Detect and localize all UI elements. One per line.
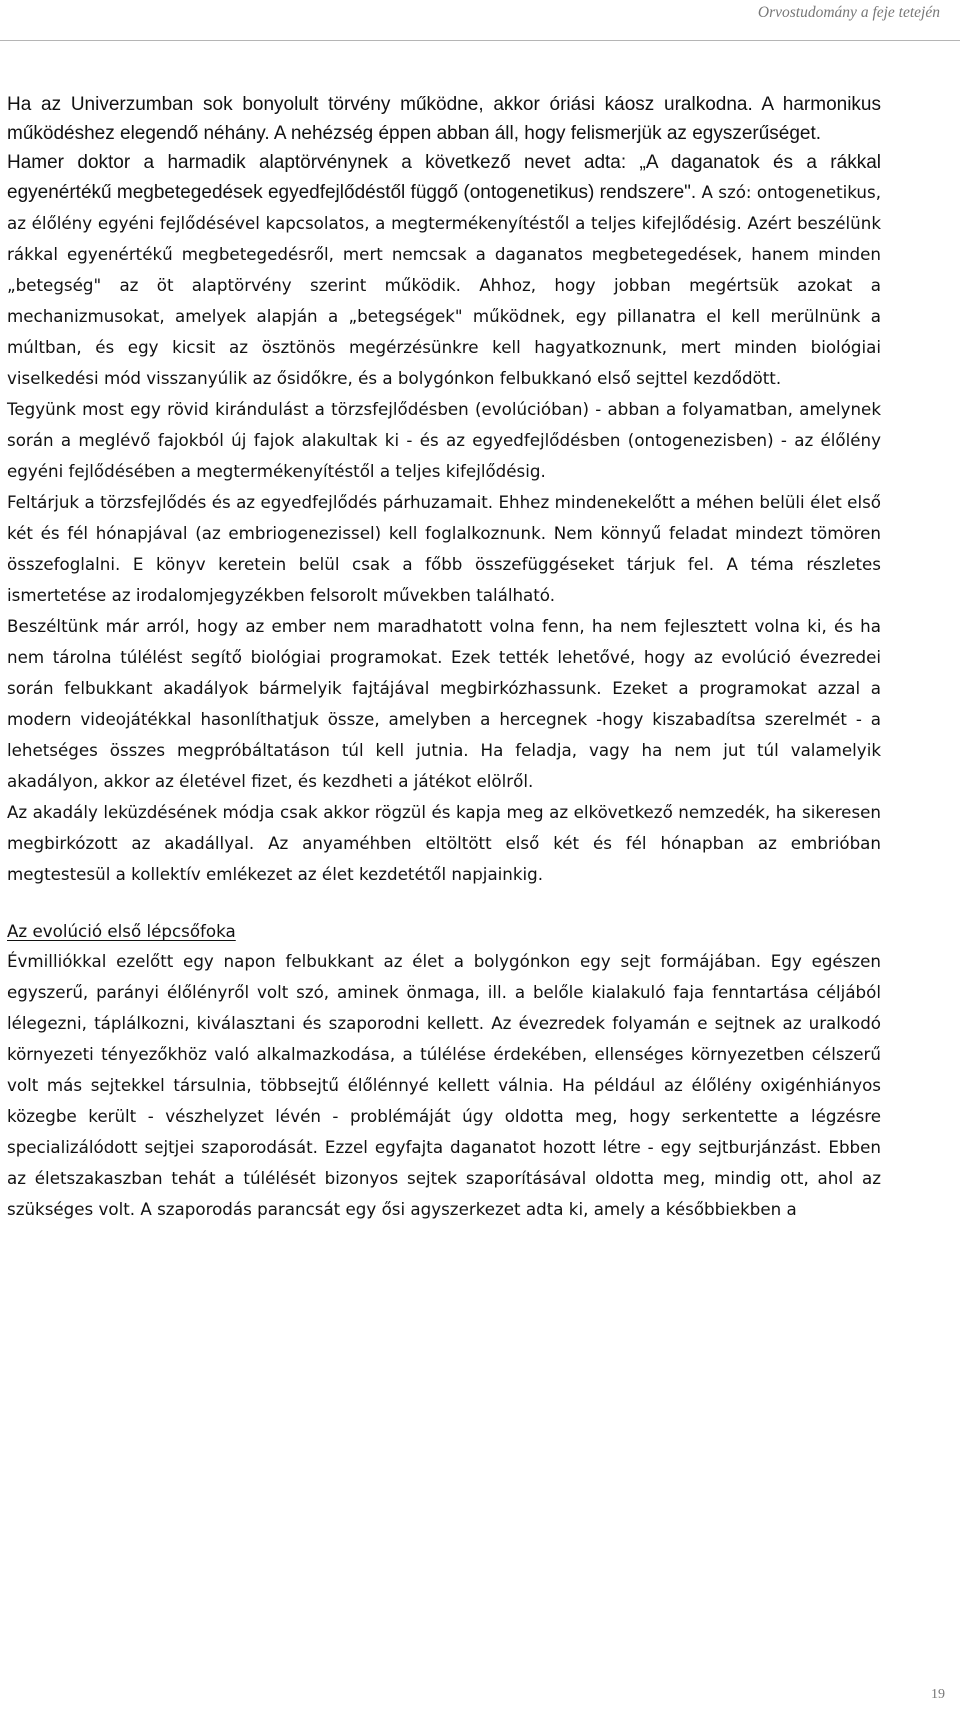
paragraph-first-step: Évmilliókkal ezelőtt egy napon felbukkant az élet a bolygónkon egy sejt formájában. Egy egészen egyszerű, parányi élőlényről volt szó, aminek önmaga, ill. a belőle kialakuló faja fenntartása céljából lélegezni, táplálkozni, kiválasztani és szaporodni kellett. Az évezredek folyamán e sejtnek az uralkodó környezeti tényezőkhöz való alkalmazkodása, a túlélése érdekében, ellenséges környezetben célszerű volt más sejtekkel társulnia, többsejtű élőlénnyé kellett válnia. Ha például az élőlény oxigénhiányos közegbe került - vészhelyzet lévén - problémáját úgy oldotta meg, hogy serkentette a légzésre specializálódott sejtjei szaporodását. Ezzel egyfajta daganatot hozott létre - egy sejtburjánzást. Ebben az életszakaszban tehát a túlélését bizonyos sejtek szaporításával oldotta meg, mindig ott, ahol az szükséges volt. A szaporodás parancsát egy ősi agyszerkezet adta ki, amely a későbbiekben a	[7, 951, 881, 1219]
page-number: 19	[931, 1687, 945, 1702]
section-heading: Az evolúció első lépcsőfoka	[7, 921, 236, 941]
paragraph-intro: Ha az Univerzumban sok bonyolult törvény működne, akkor óriási káosz uralkodna. A harmonikus működéshez elegendő néhány. A nehézség éppen abban áll, hogy felismerjük az egyszerűséget.	[7, 94, 881, 144]
third-law-definition: Hamer doktor a harmadik alaptörvénynek a következő nevet adta: „A daganatok és a rákkal egyenértékű megbetegedések egyedfejlődéstől függő (ontogenetikus) rendszere".	[7, 152, 881, 203]
paragraph-excursion: Tegyünk most egy rövid kirándulást a törzsfejlődésben (evolúcióban) - abban a folyamatban, amelynek során a meglévő fajokból új fajok alakultak ki - és az egyedfejlődésben (ontogenezisben) - az élőlény egyéni fejlődésében a megtermékenyítéstől a teljes kifejlődésig.	[7, 399, 881, 481]
ontogenetic-explanation: A szó: ontogenetikus, az élőlény egyéni fejlődésével kapcsolatos, a megtermékenyítéstől a teljes kifejlődésig. Azért beszélünk rákkal egyenértékű megbetegedésről, mert nemcsak a daganatos megbetegedések, hanem minden „betegség" az öt alaptörvény szerint működik. Ahhoz, hogy jobban megértsük azokat a mechanizmusokat, amelyek alapján a „betegségek" működnek, egy pillanatra el kell merülnünk a múltban, és egy kicsit az ösztönös megérzésünkre kell hagyatkoznunk, mert minden biológiai viselkedési mód visszanyúlik az ősidőkre, és a bolygónkon felbukkanó első sejttel kezdődött.	[7, 182, 882, 388]
paragraph-collective-memory: Az akadály leküzdésének módja csak akkor rögzül és kapja meg az elkövetkező nemzedék, ha sikeresen megbirkózott az akadállyal. Az anyaméhben eltöltött első két és fél hónapban az embrióban megtestesül a kollektív emlékezet az élet kezdetétől napjainkig.	[7, 802, 881, 884]
paragraph-third-law	[7, 148, 881, 394]
page-body	[7, 90, 881, 1225]
paragraph-parallels: Feltárjuk a törzsfejlődés és az egyedfejlődés párhuzamait. Ehhez mindenekelőtt a méhen belüli élet első két és fél hónapjával (az embriogenezissel) kell foglalkoznunk. Nem könnyű feladat mindezt tömören összefoglalni. E könyv keretein belül csak a főbb összefüggéseket tárjuk fel. A téma részletes ismertetése az irodalomjegyzékben felsorolt művekben található.	[7, 492, 881, 605]
running-header-title: Orvostudomány a feje tetején	[757, 4, 940, 21]
header-divider	[0, 40, 960, 41]
paragraph-survival-programs: Beszéltünk már arról, hogy az ember nem maradhatott volna fenn, ha nem fejlesztett volna ki, és ha nem tárolna túlélést segítő biológiai programokat. Ezek tették lehetővé, hogy az evolúció évezredei során felbukkant akadályok bármelyik fajtájával megbirkózhassunk. Ezeket a programokat azzal a modern videojátékkal hasonlíthatjuk össze, amelyben a hercegnek -hogy kiszabadítsa szerelmét - a lehetséges összes megpróbáltatáson túl kell jutnia. Ha feladja, vagy ha nem jut túl valamelyik akadályon, akkor az életével fizet, és kezdheti a játékot elölről.	[7, 616, 881, 791]
